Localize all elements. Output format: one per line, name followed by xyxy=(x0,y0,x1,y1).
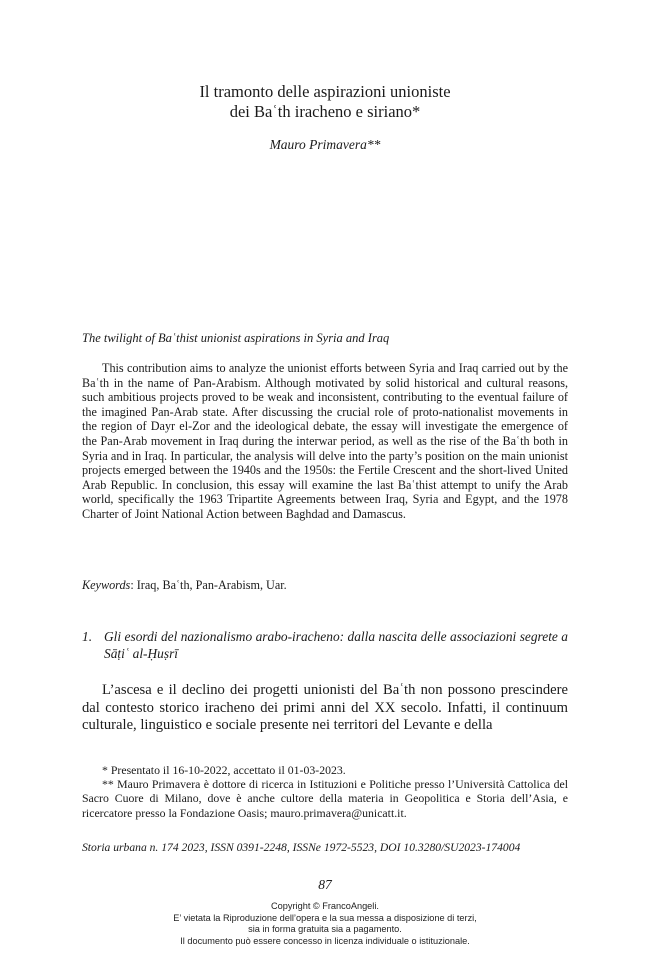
keywords-label: Keywords xyxy=(82,578,131,592)
footnote-1: * Presentato il 16-10-2022, accettato il 01-03-2023. xyxy=(102,763,346,777)
footnote-2: ** Mauro Primavera è dottore di ricerca in Istituzioni e Politiche presso l’Università Cattolica del Sacro Cuore di Milano, dove è anche cultore della materia in Geopolitica e Storia dell’Asia, e ricercatore presso la Fondazione Oasis; mauro.primavera@unicatt.it. xyxy=(82,777,568,820)
keywords xyxy=(82,578,568,593)
copyright-line-2: E’ vietata la Riproduzione dell’opera e la sua messa a disposizione di terzi, xyxy=(173,912,477,923)
journal-reference: Storia urbana n. 174 2023, ISSN 0391-2248, ISSNe 1972-5523, DOI 10.3280/SU2023-174004 xyxy=(82,841,521,854)
copyright-line-1: Copyright © FrancoAngeli. xyxy=(271,901,379,911)
keywords-value: : Iraq, Baʿth, Pan-Arabism, Uar. xyxy=(130,578,287,592)
english-title: The twilight of Baʿthist unionist aspirations in Syria and Iraq xyxy=(82,331,390,345)
page-number: 87 xyxy=(318,877,332,892)
title-line-1: Il tramonto delle aspirazioni unioniste xyxy=(199,82,451,101)
copyright-line-4: Il documento può essere concesso in licenza individuale o istituzionale. xyxy=(180,935,470,946)
abstract-text: This contribution aims to analyze the unionist efforts between Syria and Iraq carried out by the Baʿth in the name of Pan-Arabism. Although motivated by solid historical and cultural reasons, such ambitious projects proved to be weak and inconsistent, contributing to the eventual failure of the imagined Pan-Arab state. After discussing the crucial role of proto-nationalist movements in the region of Dayr el-Zor and the ideological debate, the essay will investigate the emergence of the Pan-Arab movement in Iraq during the interwar period, as well as the rise of the Baʿth both in Syria and in Iraq. In particular, the analysis will delve into the party’s position on the main unionist projects emerged between the 1940s and the 1950s: the Fertile Crescent and the short-lived United Arab Republic. In conclusion, this essay will examine the last Baʿthist attempt to unify the Arab world, specifically the 1963 Tripartite Agreements between Iraq, Syria and Egypt, and the 1978 Charter of Joint National Action between Baghdad and Damascus. xyxy=(82,361,568,521)
author-name: Mauro Primavera** xyxy=(269,137,381,152)
body-paragraph: L’ascesa e il declino dei progetti unionisti del Baʿth non possono prescindere dal contesto storico iracheno dei primi anni del XX secolo. Infatti, il continuum culturale, linguistico e sociale presente nei territori del Levante e della xyxy=(82,682,568,734)
section-heading xyxy=(82,628,568,662)
copyright-notice xyxy=(0,901,650,947)
title-line-2: dei Baʿth iracheno e siriano* xyxy=(229,102,421,121)
footnotes xyxy=(82,763,568,820)
copyright-line-3: sia in forma gratuita sia a pagamento. xyxy=(248,924,402,935)
article-title xyxy=(0,82,650,122)
section-title: Gli esordi del nazionalismo arabo-iracheno: dalla nascita delle associazioni segrete a Sāṭiʿ al-Ḥuṣrī xyxy=(104,629,568,661)
section-number: 1. xyxy=(82,629,93,644)
